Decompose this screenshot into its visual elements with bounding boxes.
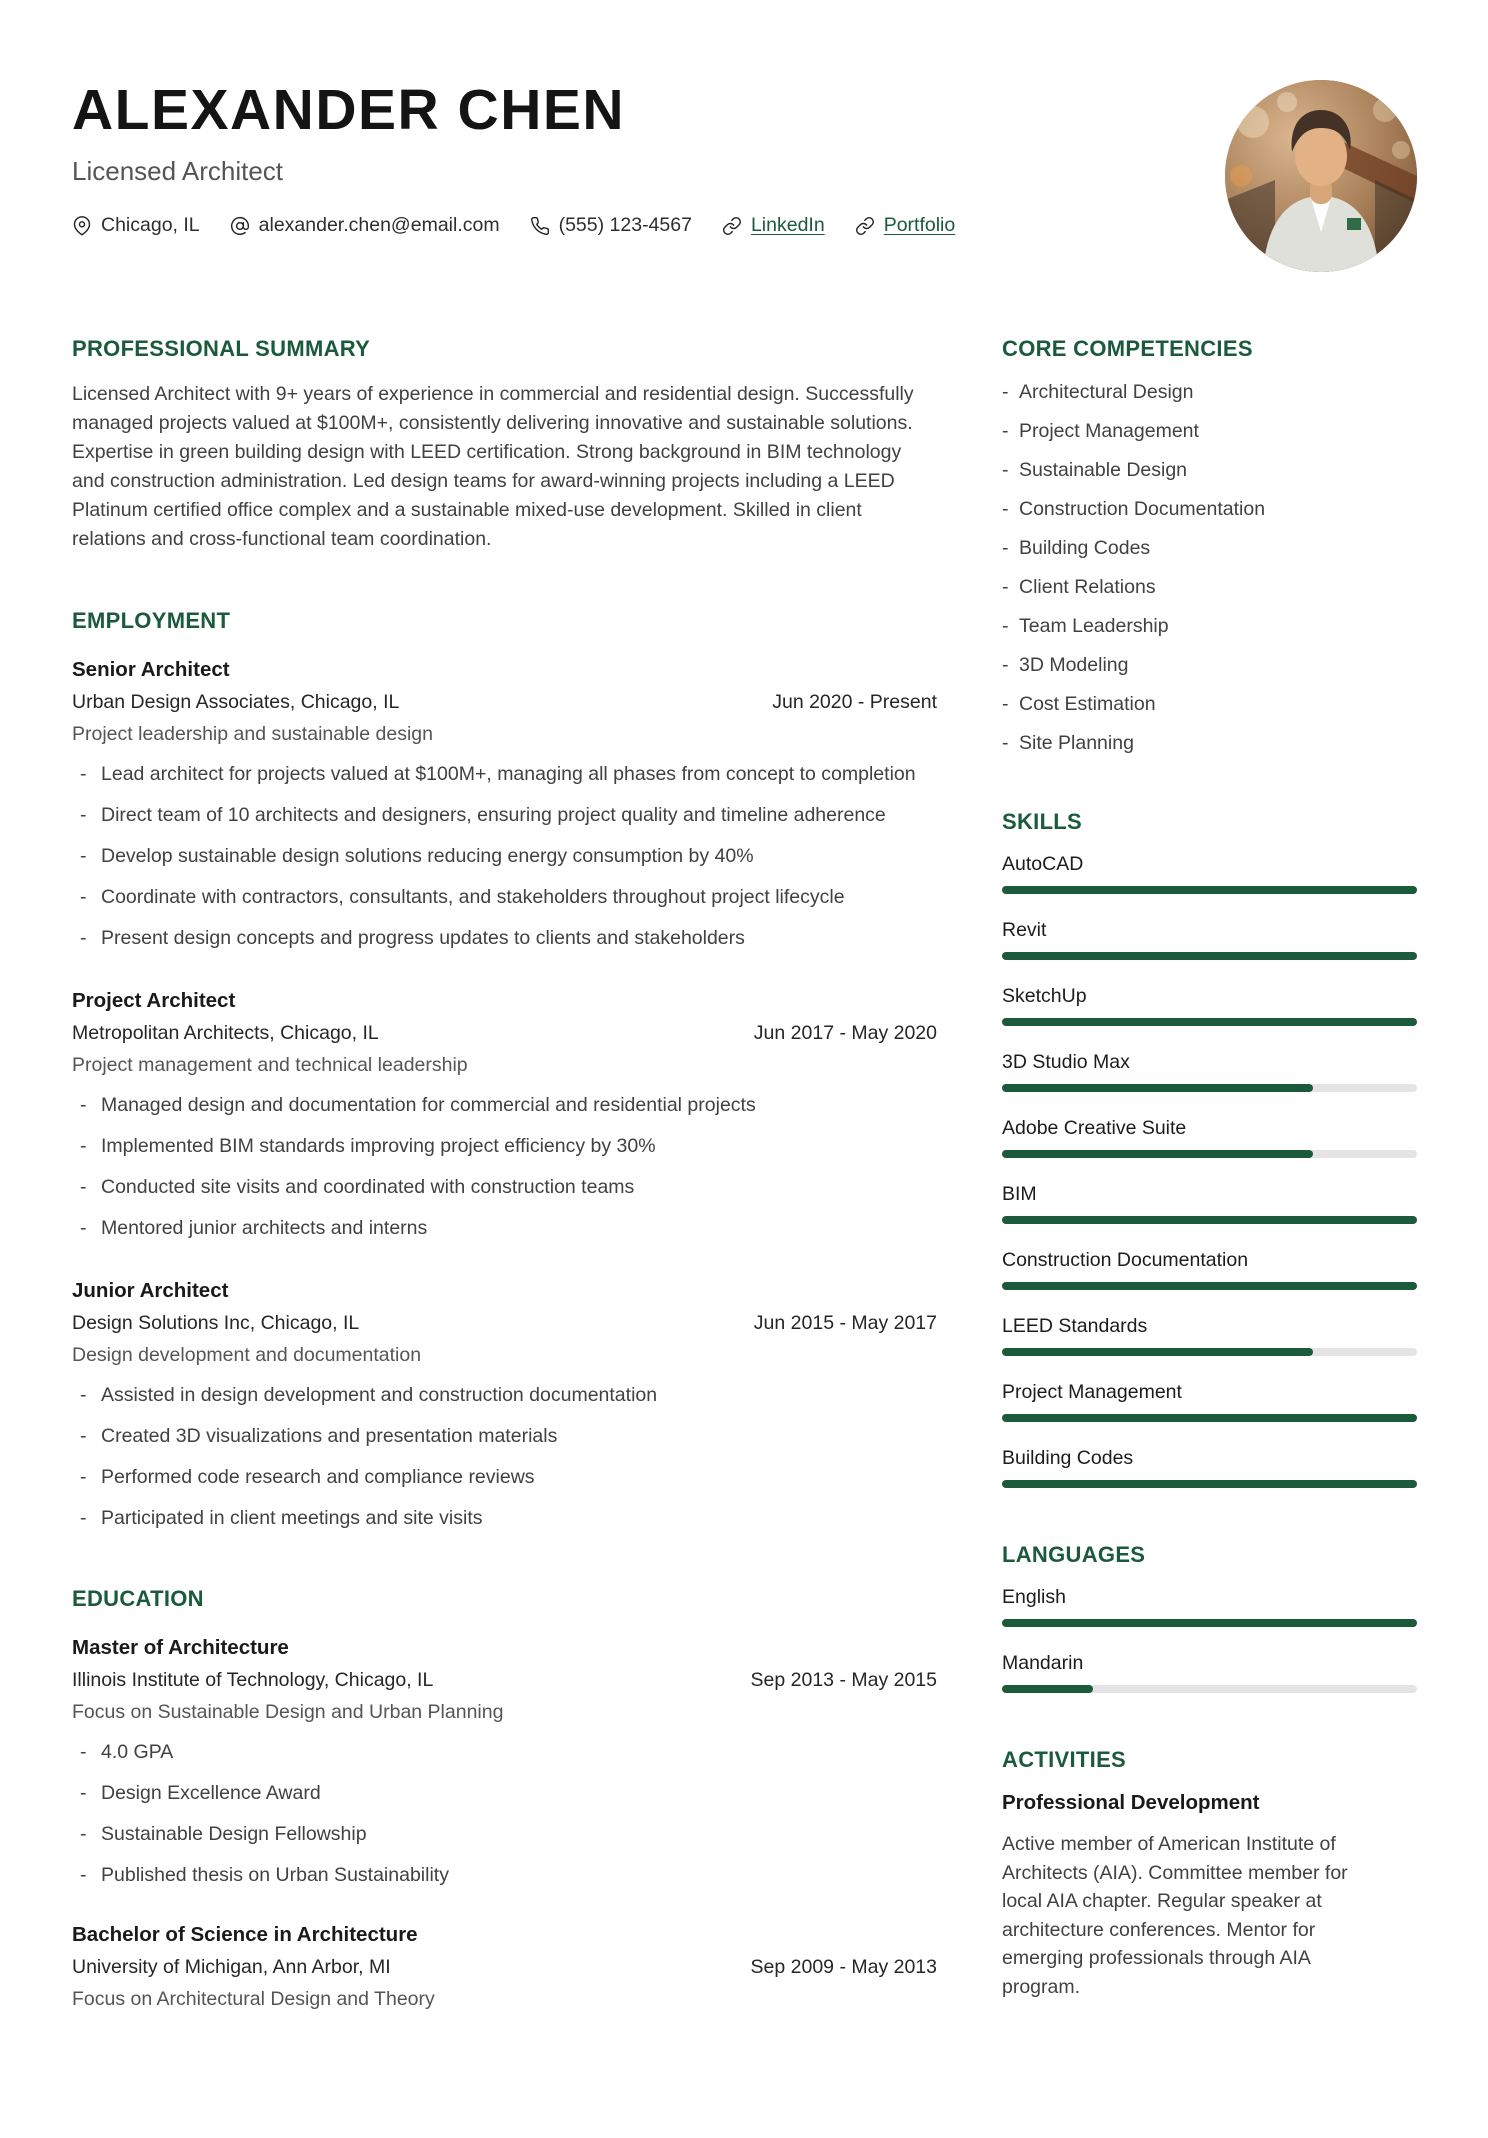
contact-phone <box>530 214 692 237</box>
skill-bar-fill <box>1002 1348 1313 1356</box>
skill-bar-track <box>1002 952 1417 960</box>
job-dates: Jun 2020 - Present <box>772 691 937 713</box>
job-subtitle: Design development and documentation <box>72 1344 422 1366</box>
at-sign-icon <box>230 216 250 236</box>
job-bullet: - Conducted site visits and coordinated with construction teams <box>80 1173 937 1201</box>
job-bullet: - Implemented BIM standards improving project efficiency by 30% <box>80 1132 937 1160</box>
contact-phone-text: (555) 123-4567 <box>558 214 692 236</box>
languages-list <box>1002 1586 1417 1693</box>
job-bullet: - Created 3D visualizations and presentation materials <box>80 1422 937 1450</box>
skill-bar-track <box>1002 1348 1417 1356</box>
skills-heading: SKILLS <box>1002 809 1083 834</box>
jobs-list <box>72 658 937 1532</box>
summary-heading: PROFESSIONAL SUMMARY <box>72 336 371 361</box>
job-role: Project Architect <box>72 989 236 1012</box>
skill-label: BIM <box>1002 1183 1037 1205</box>
phone-icon <box>530 216 550 236</box>
degree-name: Master of Architecture <box>72 1636 289 1659</box>
skill-label: Adobe Creative Suite <box>1002 1117 1187 1139</box>
job-bullet: - Lead architect for projects valued at $100M+, managing all phases from concept to completion <box>80 760 937 788</box>
competency-item: - Sustainable Design <box>1002 458 1417 482</box>
job-company: Metropolitan Architects, Chicago, IL <box>72 1022 379 1044</box>
section-employment <box>72 608 937 1532</box>
left-column <box>72 336 937 2025</box>
degree-school: Illinois Institute of Technology, Chicago, IL <box>72 1669 434 1691</box>
skill-entry <box>1002 1315 1417 1356</box>
job-dates: Jun 2017 - May 2020 <box>753 1022 937 1044</box>
job-entry <box>72 1279 937 1532</box>
job-bullet: - Mentored junior architects and interns <box>80 1214 937 1242</box>
summary-text: Licensed Architect with 9+ years of experience in commercial and residential design. Successfully managed projects valued at $100M+, consistently delivering innovative and sustainable solutions. Expertise in green building design with LEED certification. Strong background in BIM technology and construction administration. Led design teams for award-winning projects including a LEED Platinum certified office complex and a sustainable mixed-use development. Skilled in client relations and cross-functional team coordination. <box>72 383 914 550</box>
employment-heading: EMPLOYMENT <box>72 608 231 633</box>
degree-dates: Sep 2009 - May 2013 <box>750 1956 937 1978</box>
job-company: Urban Design Associates, Chicago, IL <box>72 691 400 713</box>
job-entry <box>72 658 937 952</box>
section-languages <box>1002 1542 1417 1693</box>
skill-bar-track <box>1002 1282 1417 1290</box>
profile-photo <box>1225 80 1417 272</box>
job-bullets <box>72 760 937 952</box>
skill-entry <box>1002 1249 1417 1290</box>
job-bullet: - Assisted in design development and construction documentation <box>80 1381 937 1409</box>
skill-entry <box>1002 919 1417 960</box>
job-bullets <box>72 1091 937 1242</box>
job-meta <box>72 691 937 714</box>
skill-bar-fill <box>1002 1084 1313 1092</box>
degree-entry <box>72 1923 937 2011</box>
map-pin-icon <box>72 216 92 236</box>
skill-bar-track <box>1002 1414 1417 1422</box>
competency-item: - Building Codes <box>1002 536 1417 560</box>
degree-bullets <box>72 1738 937 1889</box>
job-meta <box>72 1022 937 1045</box>
skill-bar-track <box>1002 1084 1417 1092</box>
degree-bullet: - Design Excellence Award <box>80 1779 937 1807</box>
job-bullets <box>72 1381 937 1532</box>
skill-bar-track <box>1002 1018 1417 1026</box>
skill-label: Revit <box>1002 919 1047 941</box>
job-dates: Jun 2015 - May 2017 <box>753 1312 937 1334</box>
contact-linkedin <box>722 214 825 237</box>
skill-entry <box>1002 1447 1417 1488</box>
person-title: Licensed Architect <box>72 156 284 186</box>
degree-focus: Focus on Architectural Design and Theory <box>72 1988 435 2010</box>
competency-item: - Project Management <box>1002 419 1417 443</box>
skill-bar-track <box>1002 886 1417 894</box>
skill-bar-fill <box>1002 1216 1417 1224</box>
contact-location <box>72 214 200 237</box>
skill-label: AutoCAD <box>1002 853 1084 875</box>
competency-item: - Site Planning <box>1002 731 1417 755</box>
contact-row <box>72 214 955 237</box>
contact-portfolio <box>855 214 956 237</box>
language-label: Mandarin <box>1002 1652 1084 1674</box>
language-bar-track <box>1002 1685 1417 1693</box>
section-skills <box>1002 809 1417 1488</box>
contact-email <box>230 214 500 237</box>
section-education <box>72 1586 937 2011</box>
job-bullet: - Present design concepts and progress updates to clients and stakeholders <box>80 924 937 952</box>
portfolio-link[interactable]: Portfolio <box>883 214 956 236</box>
degree-bullet: - Sustainable Design Fellowship <box>80 1820 937 1848</box>
skill-bar-track <box>1002 1216 1417 1224</box>
skill-bar-fill <box>1002 1150 1313 1158</box>
skill-label: Project Management <box>1002 1381 1182 1403</box>
skill-label: Construction Documentation <box>1002 1249 1249 1271</box>
degree-meta <box>72 1669 937 1692</box>
link-icon <box>722 216 742 236</box>
skill-bar-fill <box>1002 1414 1417 1422</box>
skill-label: Building Codes <box>1002 1447 1134 1469</box>
link-icon <box>855 216 875 236</box>
language-label: English <box>1002 1586 1066 1608</box>
skill-bar-fill <box>1002 886 1417 894</box>
skill-bar-fill <box>1002 1480 1417 1488</box>
language-entry <box>1002 1586 1417 1627</box>
skill-bar-fill <box>1002 952 1417 960</box>
section-core-competencies <box>1002 336 1417 755</box>
job-bullet: - Performed code research and compliance reviews <box>80 1463 937 1491</box>
languages-heading: LANGUAGES <box>1002 1542 1146 1567</box>
skill-entry <box>1002 1183 1417 1224</box>
education-heading: EDUCATION <box>72 1586 204 1611</box>
competency-item: - Architectural Design <box>1002 380 1417 404</box>
job-bullet: - Develop sustainable design solutions reducing energy consumption by 40% <box>80 842 937 870</box>
skill-bar-track <box>1002 1480 1417 1488</box>
contact-email-text: alexander.chen@email.com <box>258 214 500 236</box>
skill-entry <box>1002 1381 1417 1422</box>
activities-heading: ACTIVITIES <box>1002 1747 1127 1772</box>
degree-school: University of Michigan, Ann Arbor, MI <box>72 1956 391 1978</box>
degree-focus: Focus on Sustainable Design and Urban Planning <box>72 1701 504 1723</box>
skill-entry <box>1002 985 1417 1026</box>
job-role: Junior Architect <box>72 1279 229 1302</box>
right-column <box>1002 336 1417 2025</box>
job-bullet: - Coordinate with contractors, consultants, and stakeholders throughout project lifecycle <box>80 883 937 911</box>
job-bullet: - Direct team of 10 architects and designers, ensuring project quality and timeline adherence <box>80 801 937 829</box>
skill-entry <box>1002 1051 1417 1092</box>
competency-item: - Team Leadership <box>1002 614 1417 638</box>
degree-name: Bachelor of Science in Architecture <box>72 1923 418 1946</box>
header-identity <box>72 76 955 237</box>
section-activities <box>1002 1747 1417 2001</box>
activities-title: Professional Development <box>1002 1791 1260 1814</box>
job-entry <box>72 989 937 1242</box>
degree-bullet: - Published thesis on Urban Sustainability <box>80 1861 937 1889</box>
degree-meta <box>72 1956 937 1979</box>
competency-item: - Construction Documentation <box>1002 497 1417 521</box>
skill-bar-fill <box>1002 1018 1417 1026</box>
degree-entry <box>72 1636 937 1889</box>
language-bar-track <box>1002 1619 1417 1627</box>
skill-label: LEED Standards <box>1002 1315 1148 1337</box>
language-bar-fill <box>1002 1685 1093 1693</box>
job-role: Senior Architect <box>72 658 230 681</box>
job-subtitle: Project management and technical leadership <box>72 1054 468 1076</box>
competency-item: - Cost Estimation <box>1002 692 1417 716</box>
main-columns <box>72 336 1417 2025</box>
competencies-list <box>1002 380 1417 755</box>
header <box>72 76 1417 272</box>
degrees-list <box>72 1636 937 2011</box>
profile-photo-image <box>1225 80 1417 272</box>
skill-label: SketchUp <box>1002 985 1087 1007</box>
degree-dates: Sep 2013 - May 2015 <box>750 1669 937 1691</box>
job-bullet: - Managed design and documentation for commercial and residential projects <box>80 1091 937 1119</box>
person-name: ALEXANDER CHEN <box>72 78 626 142</box>
skill-label: 3D Studio Max <box>1002 1051 1130 1073</box>
skill-entry <box>1002 853 1417 894</box>
skills-list <box>1002 853 1417 1488</box>
contact-location-text: Chicago, IL <box>101 214 200 236</box>
language-bar-fill <box>1002 1619 1417 1627</box>
skill-bar-fill <box>1002 1282 1417 1290</box>
degree-bullet: - 4.0 GPA <box>80 1738 937 1766</box>
competency-item: - Client Relations <box>1002 575 1417 599</box>
language-entry <box>1002 1652 1417 1693</box>
skill-entry <box>1002 1117 1417 1158</box>
skill-bar-track <box>1002 1150 1417 1158</box>
section-professional-summary <box>72 336 937 554</box>
linkedin-link[interactable]: LinkedIn <box>750 214 825 236</box>
competency-item: - 3D Modeling <box>1002 653 1417 677</box>
job-subtitle: Project leadership and sustainable design <box>72 723 433 745</box>
activities-text: Active member of American Institute of Architects (AIA). Committee member for local AIA chapter. Regular speaker at architecture conferences. Mentor for emerging professionals through AIA program. <box>1002 1833 1348 1998</box>
job-meta <box>72 1312 937 1335</box>
job-company: Design Solutions Inc, Chicago, IL <box>72 1312 360 1334</box>
job-bullet: - Participated in client meetings and site visits <box>80 1504 937 1532</box>
competencies-heading: CORE COMPETENCIES <box>1002 336 1253 361</box>
